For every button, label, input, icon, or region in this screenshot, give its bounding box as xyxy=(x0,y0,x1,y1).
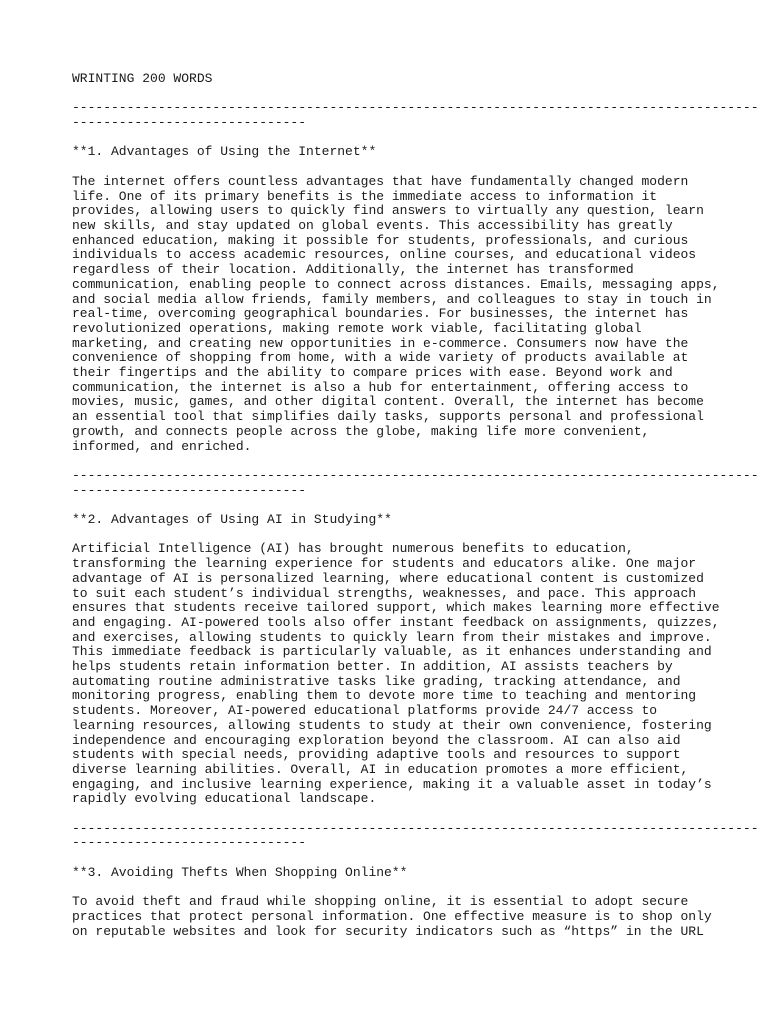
body-text-line: movies, music, games, and other digital content. Overall, the internet has become xyxy=(72,394,704,410)
body-text-line: practices that protect personal information. One effective measure is to shop only xyxy=(72,908,712,924)
body-text-line: The internet offers countless advantages that have fundamentally changed modern xyxy=(72,173,689,189)
body-text-line: new skills, and stay updated on global events. This accessibility has greatly xyxy=(72,217,673,233)
body-text-line: their fingertips and the ability to compare prices with ease. Beyond work and xyxy=(72,365,673,381)
body-text-line: This immediate feedback is particularly valuable, as it enhances understanding and xyxy=(72,644,712,660)
body-text-line: Artificial Intelligence (AI) has brought numerous benefits to education, xyxy=(72,541,634,557)
body-text-line: To avoid theft and fraud while shopping online, it is essential to adopt secure xyxy=(72,894,689,910)
body-text-line: provides, allowing users to quickly find answers to virtually any question, learn xyxy=(72,203,704,219)
body-text-line: an essential tool that simplifies daily tasks, supports personal and professional xyxy=(72,409,704,425)
body-text-line: enhanced education, making it possible for students, professionals, and curious xyxy=(72,232,689,248)
body-text-line: independence and encouraging exploration beyond the classroom. AI can also aid xyxy=(72,732,681,748)
separator-line: ------------------------------ xyxy=(72,482,307,498)
body-text-line: communication, enabling people to connect across distances. Emails, messaging apps, xyxy=(72,276,720,292)
body-text-line: real-time, overcoming geographical boundaries. For businesses, the internet has xyxy=(72,306,689,322)
body-text-line: marketing, and creating new opportunities in e-commerce. Consumers now have the xyxy=(72,335,689,351)
body-text-line: revolutionized operations, making remote work viable, facilitating global xyxy=(72,320,642,336)
body-text-line: monitoring progress, enabling them to devote more time to teaching and mentoring xyxy=(72,688,697,704)
section-heading: **1. Advantages of Using the Internet** xyxy=(72,144,377,160)
section-heading: **3. Avoiding Thefts When Shopping Online** xyxy=(72,864,408,880)
section-body xyxy=(72,541,720,807)
body-text-line: to suit each student’s individual strengths, weaknesses, and pace. This approach xyxy=(72,585,697,601)
body-text-line: ensures that students receive tailored support, which makes learning more effective xyxy=(72,600,720,616)
body-text-line: regardless of their location. Additionally, the internet has transformed xyxy=(72,262,634,278)
body-text-line: and social media allow friends, family members, and colleagues to stay in touch in xyxy=(72,291,712,307)
body-text-line: helps students retain information better. In addition, AI assists teachers by xyxy=(72,659,673,675)
body-text-line: and exercises, allowing students to quickly learn from their mistakes and improve. xyxy=(72,629,712,645)
body-text-line: diverse learning abilities. Overall, AI in education promotes a more efficient, xyxy=(72,761,689,777)
separator-line: ---------------------------------------------------------------------------------------- xyxy=(72,100,759,116)
body-text-line: and engaging. AI-powered tools also offer instant feedback on assignments, quizzes, xyxy=(72,614,720,630)
document-title: WRINTING 200 WORDS xyxy=(72,71,213,86)
body-text-line: automating routine administrative tasks like grading, tracking attendance, and xyxy=(72,673,681,689)
section-heading: **2. Advantages of Using AI in Studying** xyxy=(72,512,392,528)
body-text-line: transforming the learning experience for students and educators alike. One major xyxy=(72,556,697,572)
body-text-line: individuals to access academic resources, online courses, and educational videos xyxy=(72,247,697,263)
body-text-line: informed, and enriched. xyxy=(72,438,252,454)
body-text-line: students. Moreover, AI-powered educational platforms provide 24/7 access to xyxy=(72,703,658,719)
body-text-line: communication, the internet is also a hub for entertainment, offering access to xyxy=(72,379,689,395)
body-text-line: life. One of its primary benefits is the immediate access to information it xyxy=(72,188,658,204)
body-text-line: growth, and connects people across the globe, making life more convenient, xyxy=(72,423,650,439)
body-text-line: rapidly evolving educational landscape. xyxy=(72,791,377,807)
body-text-line: convenience of shopping from home, with a wide variety of products available at xyxy=(72,350,689,366)
document-page xyxy=(72,71,759,939)
body-text-line: learning resources, allowing students to study at their own convenience, fostering xyxy=(72,717,712,733)
section-body xyxy=(72,895,712,939)
section-body xyxy=(72,173,720,454)
body-text-line: engaging, and inclusive learning experience, making it a valuable asset in today’s xyxy=(72,776,712,792)
body-text-line: on reputable websites and look for security indicators such as “https” in the URL xyxy=(72,923,704,939)
separator-line: ---------------------------------------------------------------------------------------- xyxy=(72,467,759,483)
separator-line: ------------------------------ xyxy=(72,115,307,131)
separator-line: ---------------------------------------------------------------------------------------- xyxy=(72,820,759,836)
body-text-line: students with special needs, providing adaptive tools and resources to support xyxy=(72,747,681,763)
body-text-line: advantage of AI is personalized learning, where educational content is customized xyxy=(72,570,704,586)
separator-line: ------------------------------ xyxy=(72,835,307,851)
